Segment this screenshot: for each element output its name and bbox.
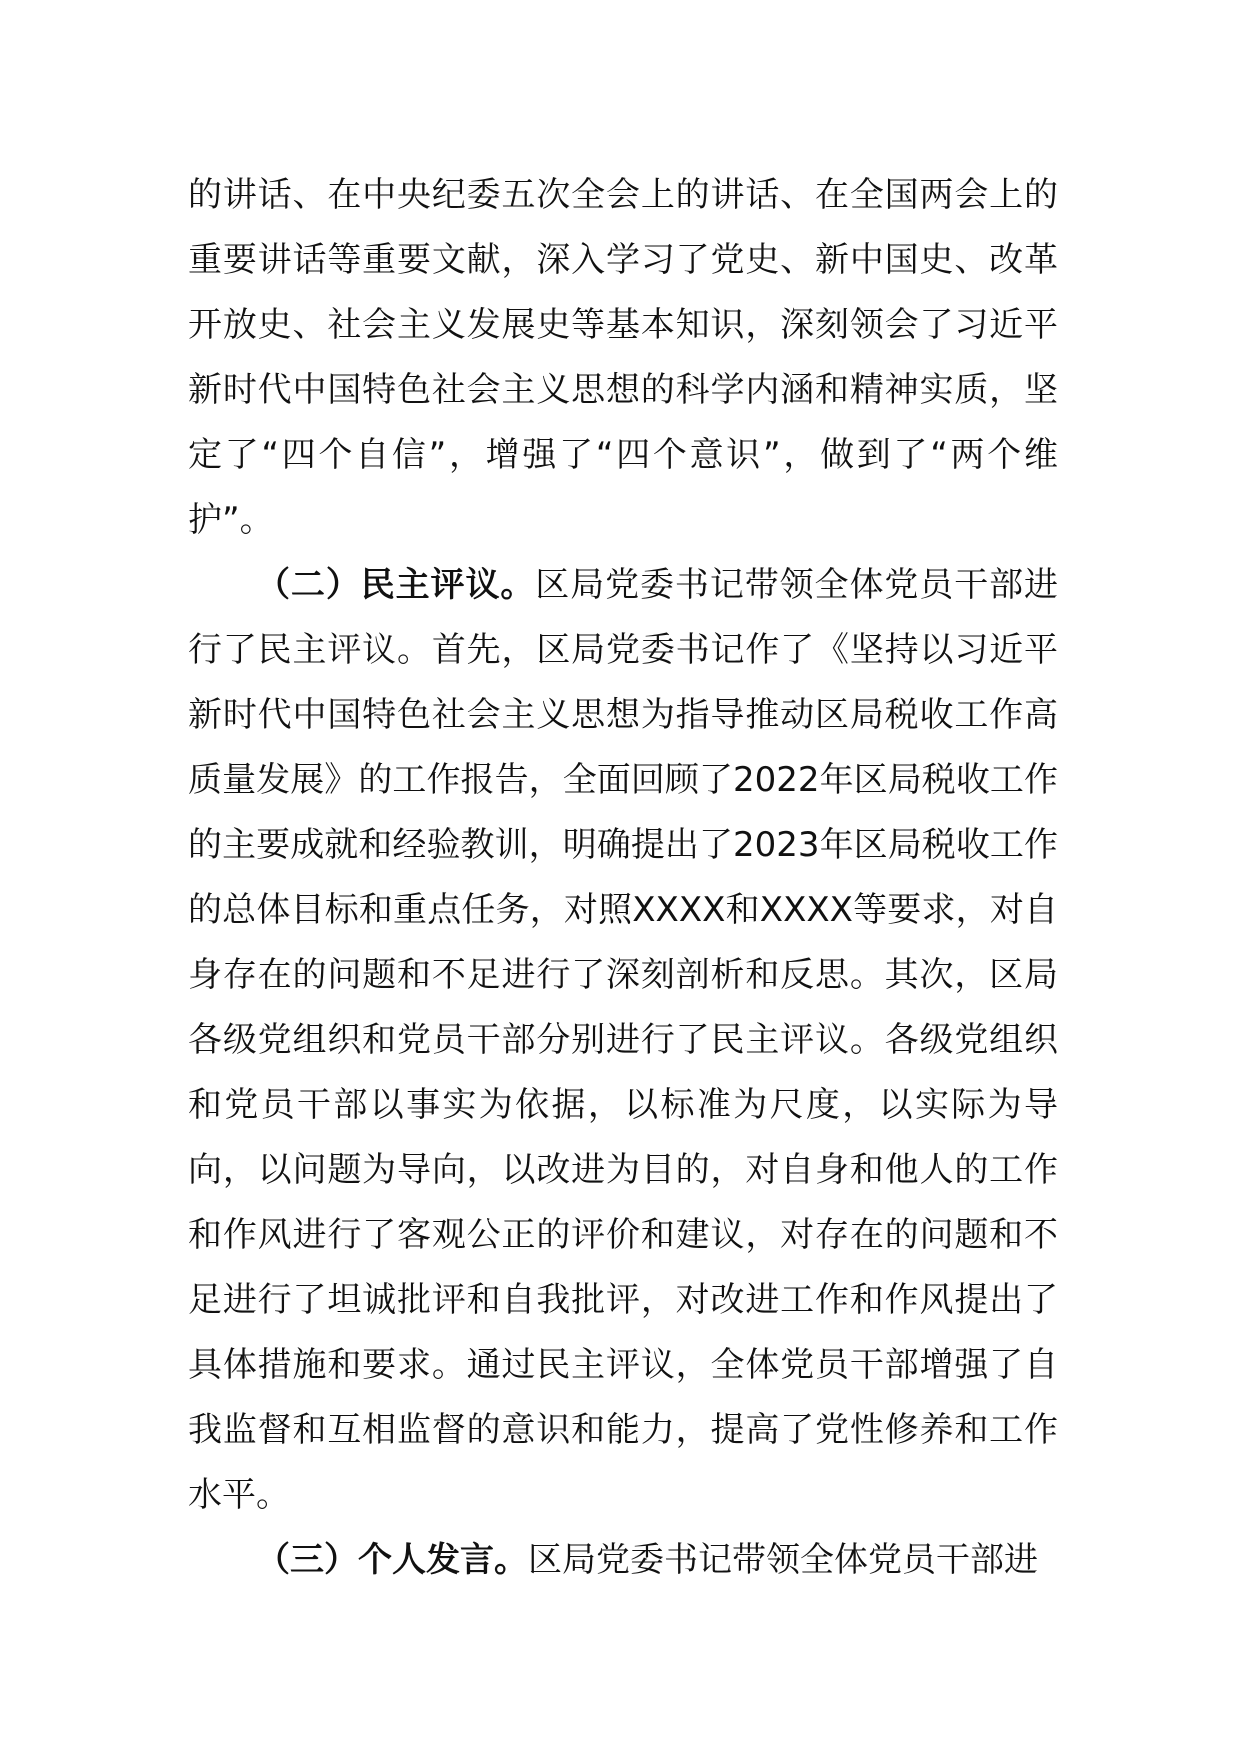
- paragraph-body: 区局党委书记带领全体党员干部进: [528, 1540, 1038, 1580]
- paragraph-body: 的讲话、在中央纪委五次全会上的讲话、在全国两会上的重要讲话等重要文献，深入学习了党史、新中国史、改革开放史、社会主义发展史等基本知识，深刻领会了习近平新时代中国特色社会主义思想的科学内涵和精神实质，坚定了“四个自信”，增强了“四个意识”，做到了“两个维护”。: [188, 175, 1058, 540]
- section-heading-democratic-review: （二）民主评议。: [256, 565, 536, 605]
- paragraph-personal-speech: [188, 1528, 1058, 1593]
- document-body: [188, 163, 1058, 1593]
- paragraph-body: 区局党委书记带领全体党员干部进行了民主评议。首先，区局党委书记作了《坚持以习近平新时代中国特色社会主义思想为指导推动区局税收工作高质量发展》的工作报告，全面回顾了2022年区局税收工作的主要成就和经验教训，明确提出了2023年区局税收工作的总体目标和重点任务，对照XXXX和XXXX等要求，对自身存在的问题和不足进行了深刻剖析和反思。其次，区局各级党组织和党员干部分别进行了民主评议。各级党组织和党员干部以事实为依据，以标准为尺度，以实际为导向，以问题为导向，以改进为目的，对自身和他人的工作和作风进行了客观公正的评价和建议，对存在的问题和不足进行了坦诚批评和自我批评，对改进工作和作风提出了具体措施和要求。通过民主评议，全体党员干部增强了自我监督和互相监督的意识和能力，提高了党性修养和工作水平。: [188, 565, 1059, 1515]
- paragraph-democratic-review: [188, 553, 1058, 1528]
- section-heading-personal-speech: （三）个人发言。: [256, 1540, 528, 1580]
- paragraph-study-summary: [188, 163, 1058, 553]
